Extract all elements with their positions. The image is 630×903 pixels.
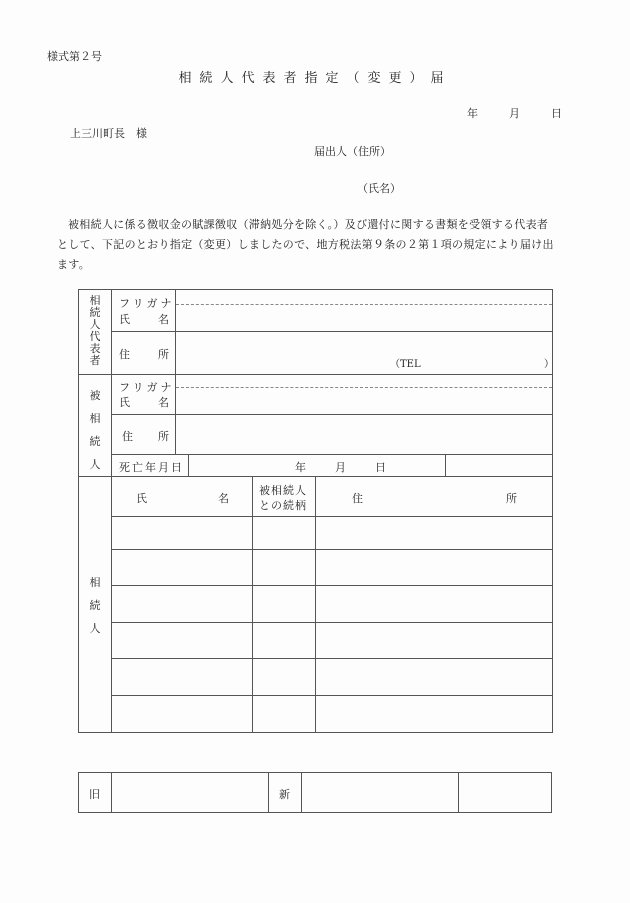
heir-row-4-address[interactable] — [316, 623, 552, 658]
heir-row-2-relation[interactable] — [253, 550, 315, 585]
heirs-col-relation-1: 被相続人 — [259, 484, 307, 497]
form-number: 様式第２号 — [47, 50, 102, 63]
death-date-extra-field[interactable] — [446, 455, 552, 476]
rep-address-field[interactable] — [176, 332, 552, 354]
new-value-field[interactable] — [302, 773, 458, 812]
deceased-address-field[interactable] — [176, 415, 552, 453]
deceased-name-field[interactable] — [176, 388, 552, 413]
deceased-address-label-2: 所 — [158, 430, 169, 443]
heir-row-1-address[interactable] — [316, 517, 552, 549]
heir-row-6-relation[interactable] — [253, 696, 315, 732]
deceased-section-label: 被相続人 — [89, 389, 101, 471]
death-date-year: 年 — [295, 461, 306, 474]
death-date-day: 日 — [375, 461, 386, 474]
death-date-field[interactable] — [295, 459, 386, 475]
heir-row-1-relation[interactable] — [253, 517, 315, 549]
heirs-col-address-1: 住 — [352, 492, 363, 505]
date-year-label: 年 — [467, 107, 478, 120]
heirs-col-name-2: 名 — [218, 492, 229, 505]
deceased-address-label-1: 住 — [122, 430, 133, 443]
rep-address-label-1: 住 — [119, 348, 130, 361]
rep-tel-open: （TEL — [390, 359, 421, 370]
deceased-name-label-1: 氏 — [119, 396, 130, 409]
new-label: 新 — [279, 788, 290, 801]
page-title: 相続人代表者指定（変更）届 — [178, 71, 452, 86]
rep-name-label-1: 氏 — [119, 313, 130, 326]
heir-row-5-address[interactable] — [316, 659, 552, 695]
heirs-col-relation-2: との続柄 — [259, 499, 307, 512]
heir-row-3-relation[interactable] — [253, 586, 315, 622]
heir-row-5-name[interactable] — [112, 659, 252, 695]
declaration-text: 被相続人に係る徴収金の賦課徴収（滞納処分を除く。）及び還付に関する書類を受領する代表者として、下記のとおり指定（変更）しましたので、地方税法第９条の２第１項の規定により届け出ます。 — [57, 218, 554, 271]
submission-date — [467, 105, 562, 121]
heir-row-4-name[interactable] — [112, 623, 252, 658]
heir-row-6-name[interactable] — [112, 696, 252, 732]
deceased-furigana-field[interactable] — [176, 375, 552, 387]
heirs-col-address-2: 所 — [506, 492, 517, 505]
heir-row-2-address[interactable] — [316, 550, 552, 585]
rep-furigana-label: フリガナ — [119, 297, 175, 310]
date-month-label: 月 — [509, 107, 520, 120]
applicant-address-label: 届出人（住所） — [314, 145, 391, 158]
representative-section-label: 相続人代表者 — [89, 294, 101, 367]
rep-furigana-field[interactable] — [176, 290, 552, 304]
extra-value-field[interactable] — [459, 773, 551, 812]
heir-row-2-name[interactable] — [112, 550, 252, 585]
heir-row-6-address[interactable] — [316, 696, 552, 732]
deceased-furigana-label: フリガナ — [119, 381, 175, 394]
heir-row-3-address[interactable] — [316, 586, 552, 622]
heir-row-1-name[interactable] — [112, 517, 252, 549]
addressee: 上三川町長 様 — [70, 127, 147, 140]
heir-row-5-relation[interactable] — [253, 659, 315, 695]
heirs-section-label: 相続人 — [89, 576, 101, 635]
date-day-label: 日 — [551, 107, 562, 120]
old-value-field[interactable] — [112, 773, 268, 812]
heirs-col-name-1: 氏 — [136, 492, 147, 505]
rep-tel-field[interactable] — [420, 354, 540, 370]
heir-row-4-relation[interactable] — [253, 623, 315, 658]
death-date-month: 月 — [335, 461, 346, 474]
death-date-label: 死亡年月日 — [119, 461, 184, 474]
rep-name-label-2: 名 — [158, 313, 169, 326]
rep-address-label-2: 所 — [158, 348, 169, 361]
old-label: 旧 — [89, 788, 100, 801]
rep-name-field[interactable] — [176, 305, 552, 330]
heir-row-3-name[interactable] — [112, 586, 252, 622]
deceased-name-label-2: 名 — [158, 396, 169, 409]
rep-tel-close: ） — [544, 359, 554, 370]
applicant-name-label: （氏名） — [357, 182, 401, 195]
